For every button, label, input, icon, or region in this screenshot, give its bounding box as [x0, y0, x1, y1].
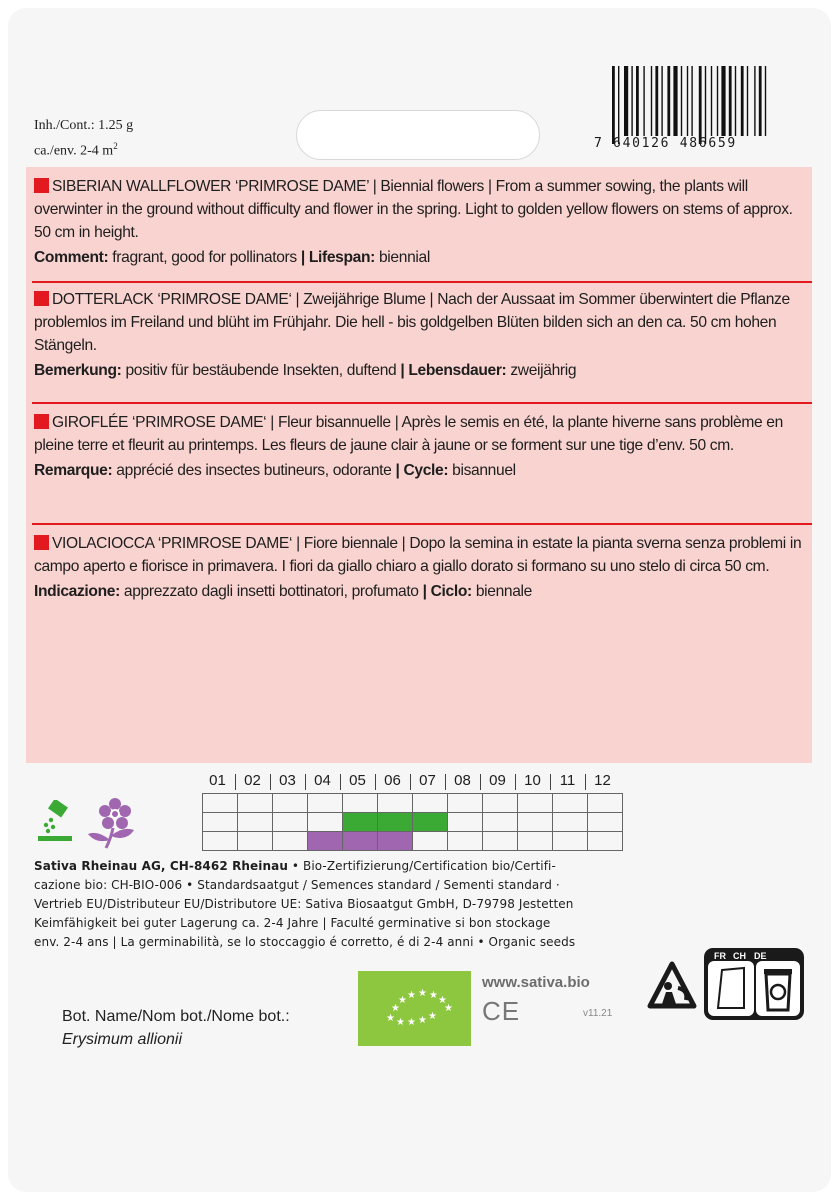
- month-label: 03: [279, 772, 296, 789]
- contents-weight: Inh./Cont.: 1.25 g: [34, 118, 134, 133]
- eu-star: ★: [418, 1015, 427, 1026]
- calendar-cell: [412, 831, 448, 851]
- month-separator: [445, 774, 446, 790]
- month-separator: [480, 774, 481, 790]
- contents-info: [34, 116, 133, 162]
- month-separator: [550, 774, 551, 790]
- month-label: 10: [524, 772, 541, 789]
- calendar-cell: [342, 812, 378, 832]
- eu-star: ★: [396, 1017, 405, 1028]
- calendar-cell: [412, 793, 448, 813]
- section-text: SIBERIAN WALLFLOWER ‘PRIMROSE DAME’ | Biennial flowers | From a summer sowing, the plants will overwinter in the ground without difficulty and flower in the spring. Light to golden yellow flowers on stems of approx. 50 cm in height.: [34, 178, 793, 241]
- calendar-cell: [552, 793, 588, 813]
- barcode-bar: [636, 66, 639, 136]
- calendar-cell: [237, 812, 273, 832]
- calendar-cell: [482, 793, 518, 813]
- triman-recycle-icon: [646, 960, 698, 1012]
- calendar-cell: [237, 831, 273, 851]
- calendar-cell: [412, 812, 448, 832]
- barcode-bar: [691, 66, 692, 136]
- barcode-bar: [735, 66, 736, 136]
- calendar-cell: [237, 793, 273, 813]
- section-meta: Indicazione: apprezzato dagli insetti bottinatori, profumato | Ciclo: biennale: [34, 583, 532, 600]
- recycling-code-de: DE: [754, 951, 767, 961]
- eu-star: ★: [391, 1003, 400, 1014]
- barcode-bar: [747, 66, 748, 136]
- month-label: 02: [244, 772, 261, 789]
- calendar-cell: [202, 793, 238, 813]
- eu-organic-leaf-logo: [358, 971, 471, 1046]
- barcode-bar: [643, 66, 644, 136]
- barcode-bar: [651, 66, 652, 136]
- section-german: [26, 288, 812, 382]
- calendar-cell: [517, 831, 553, 851]
- calendar-cell: [202, 812, 238, 832]
- section-italian: [26, 532, 812, 603]
- section-meta: Comment: fragrant, good for pollinators | Lifespan: biennial: [34, 249, 430, 266]
- calendar-cell: [587, 831, 623, 851]
- calendar-cell: [552, 831, 588, 851]
- calendar-cell: [552, 812, 588, 832]
- section-french: [26, 411, 812, 482]
- flower-icon: [84, 794, 138, 850]
- month-label: 07: [419, 772, 436, 789]
- eu-star: ★: [407, 1017, 416, 1028]
- barcode-bar: [717, 66, 718, 136]
- barcode-bar: [699, 66, 702, 144]
- barcode-bar: [759, 66, 762, 136]
- section-divider: [32, 281, 812, 283]
- calendar-cell: [587, 812, 623, 832]
- section-meta: Remarque: apprécié des insectes butineurs, odorante | Cycle: bisannuel: [34, 462, 516, 479]
- month-label: 05: [349, 772, 366, 789]
- calendar-cell: [482, 812, 518, 832]
- calendar-cell: [342, 793, 378, 813]
- eu-star: ★: [428, 1011, 437, 1022]
- calendar-cell: [377, 831, 413, 851]
- company-info: Sativa Rheinau AG, CH-8462 Rheinau • Bio-Zertifizierung/Certification bio/Certifi- cazione bio: CH-BIO-006 • Standardsaatgut / Semences standard / Sementi standard · Vertrieb EU/Distributeur EU/Distributore UE: Sativa Biosaatgut GmbH, D-79798 Jestetten Keimfähigkeit bei guter Lagerung ca. 2-4 Jahre | Faculté germinative si bon stockage env. 2-4 ans | La germinabilità, se lo stoccaggio é corretto, é di 2-4 anni • Organic seeds: [34, 859, 576, 949]
- calendar-cell: [517, 793, 553, 813]
- month-label: 09: [489, 772, 506, 789]
- calendar-cell: [272, 831, 308, 851]
- section-english: [26, 175, 812, 269]
- month-separator: [410, 774, 411, 790]
- latin-name: Erysimum allionii: [62, 1031, 183, 1048]
- red-square-icon: [34, 178, 49, 193]
- calendar-cell: [377, 793, 413, 813]
- calendar-cell: [447, 812, 483, 832]
- botanical-name: Bot. Name/Nom bot./Nome bot.: Erysimum allionii: [62, 1005, 290, 1051]
- month-label: 12: [594, 772, 611, 789]
- barcode-bar: [721, 66, 725, 136]
- calendar-cell: [587, 793, 623, 813]
- calendar-cell: [517, 812, 553, 832]
- barcode-bar: [765, 66, 766, 136]
- month-separator: [270, 774, 271, 790]
- hanger-hole: [296, 110, 540, 160]
- section-divider: [32, 523, 812, 525]
- calendar-cell: [342, 831, 378, 851]
- barcode-bar: [681, 66, 682, 136]
- barcode-bar: [673, 66, 677, 136]
- eu-star: ★: [398, 995, 407, 1006]
- barcode-bar: [687, 66, 688, 136]
- calendar-cell: [272, 812, 308, 832]
- eu-star: ★: [438, 995, 447, 1006]
- eu-star: ★: [418, 988, 427, 999]
- barcode-bar: [612, 66, 615, 144]
- recycling-code-ch: CH: [733, 951, 746, 961]
- section-text: GIROFLÉE ‘PRIMROSE DAME‘ | Fleur bisannuelle | Après le semis en été, la plante hiverne sans problème en pleine terre et fleurit au printemps. Les fleurs de jaune clair à jaune or se forment sur une tige d’env. 50 cm.: [34, 414, 783, 454]
- month-separator: [515, 774, 516, 790]
- calendar-cell: [482, 831, 518, 851]
- month-separator: [585, 774, 586, 790]
- calendar-cell: [307, 793, 343, 813]
- calendar-cell: [272, 793, 308, 813]
- calendar-cell: [202, 831, 238, 851]
- barcode-bar: [754, 66, 755, 136]
- contents-coverage: ca./env. 2-4 $m^2$: [34, 141, 118, 159]
- recycling-info-icon: [704, 948, 804, 1020]
- barcode-bar: [618, 66, 619, 144]
- month-label: 08: [454, 772, 471, 789]
- month-separator: [235, 774, 236, 790]
- barcode-bar: [667, 66, 670, 136]
- month-label: 11: [559, 772, 576, 789]
- calendar-cell: [307, 831, 343, 851]
- section-text: VIOLACIOCCA ‘PRIMROSE DAME‘ | Fiore biennale | Dopo la semina in estate la pianta sverna senza problemi in campo aperto e fiorisce in primavera. I fiori da giallo chiaro a giallo dorato si formano su uno stelo di circa 50 cm.: [34, 535, 802, 575]
- red-square-icon: [34, 291, 49, 306]
- eu-star: ★: [386, 1013, 395, 1024]
- barcode-bar: [661, 66, 662, 136]
- barcode-bar: [729, 66, 732, 136]
- section-divider: [32, 402, 812, 404]
- month-label: 01: [209, 772, 226, 789]
- eu-star: ★: [407, 990, 416, 1001]
- barcode: [608, 66, 768, 176]
- month-label: 06: [384, 772, 401, 789]
- calendar-cell: [307, 812, 343, 832]
- eu-star: ★: [429, 990, 438, 1001]
- calendar-cell: [447, 831, 483, 851]
- seed-sowing-icon: [38, 800, 74, 844]
- version-label: v11.21: [583, 1008, 613, 1019]
- calendar-cell: [377, 812, 413, 832]
- website-link[interactable]: www.sativa.bio: [482, 974, 590, 991]
- section-text: DOTTERLACK ‘PRIMROSE DAME‘ | Zweijährige Blume | Nach der Aussaat im Sommer überwintert die Pflanze problemlos im Freiland und blüht im Frühjahr. Die hell - bis goldgelben Blüten bilden sich an den ca. 50 cm hohen Stängeln.: [34, 291, 790, 354]
- barcode-bar: [655, 66, 658, 136]
- barcode-bar: [631, 66, 632, 136]
- month-label: 04: [314, 772, 331, 789]
- description-panel: [26, 167, 812, 763]
- barcode-number: 7 640126 486659: [594, 136, 737, 151]
- section-meta: Bemerkung: positiv für bestäubende Insekten, duftend | Lebensdauer: zweijährig: [34, 362, 577, 379]
- barcode-bar: [711, 66, 712, 136]
- barcode-bar: [705, 66, 706, 144]
- month-separator: [375, 774, 376, 790]
- barcode-bar: [741, 66, 744, 136]
- red-square-icon: [34, 414, 49, 429]
- month-separator: [305, 774, 306, 790]
- calendar-cell: [447, 793, 483, 813]
- month-separator: [340, 774, 341, 790]
- recycling-code-fr: FR: [714, 951, 726, 961]
- ce-mark: CE: [482, 996, 521, 1026]
- eu-star: ★: [444, 1003, 453, 1014]
- red-square-icon: [34, 535, 49, 550]
- barcode-bar: [624, 66, 628, 136]
